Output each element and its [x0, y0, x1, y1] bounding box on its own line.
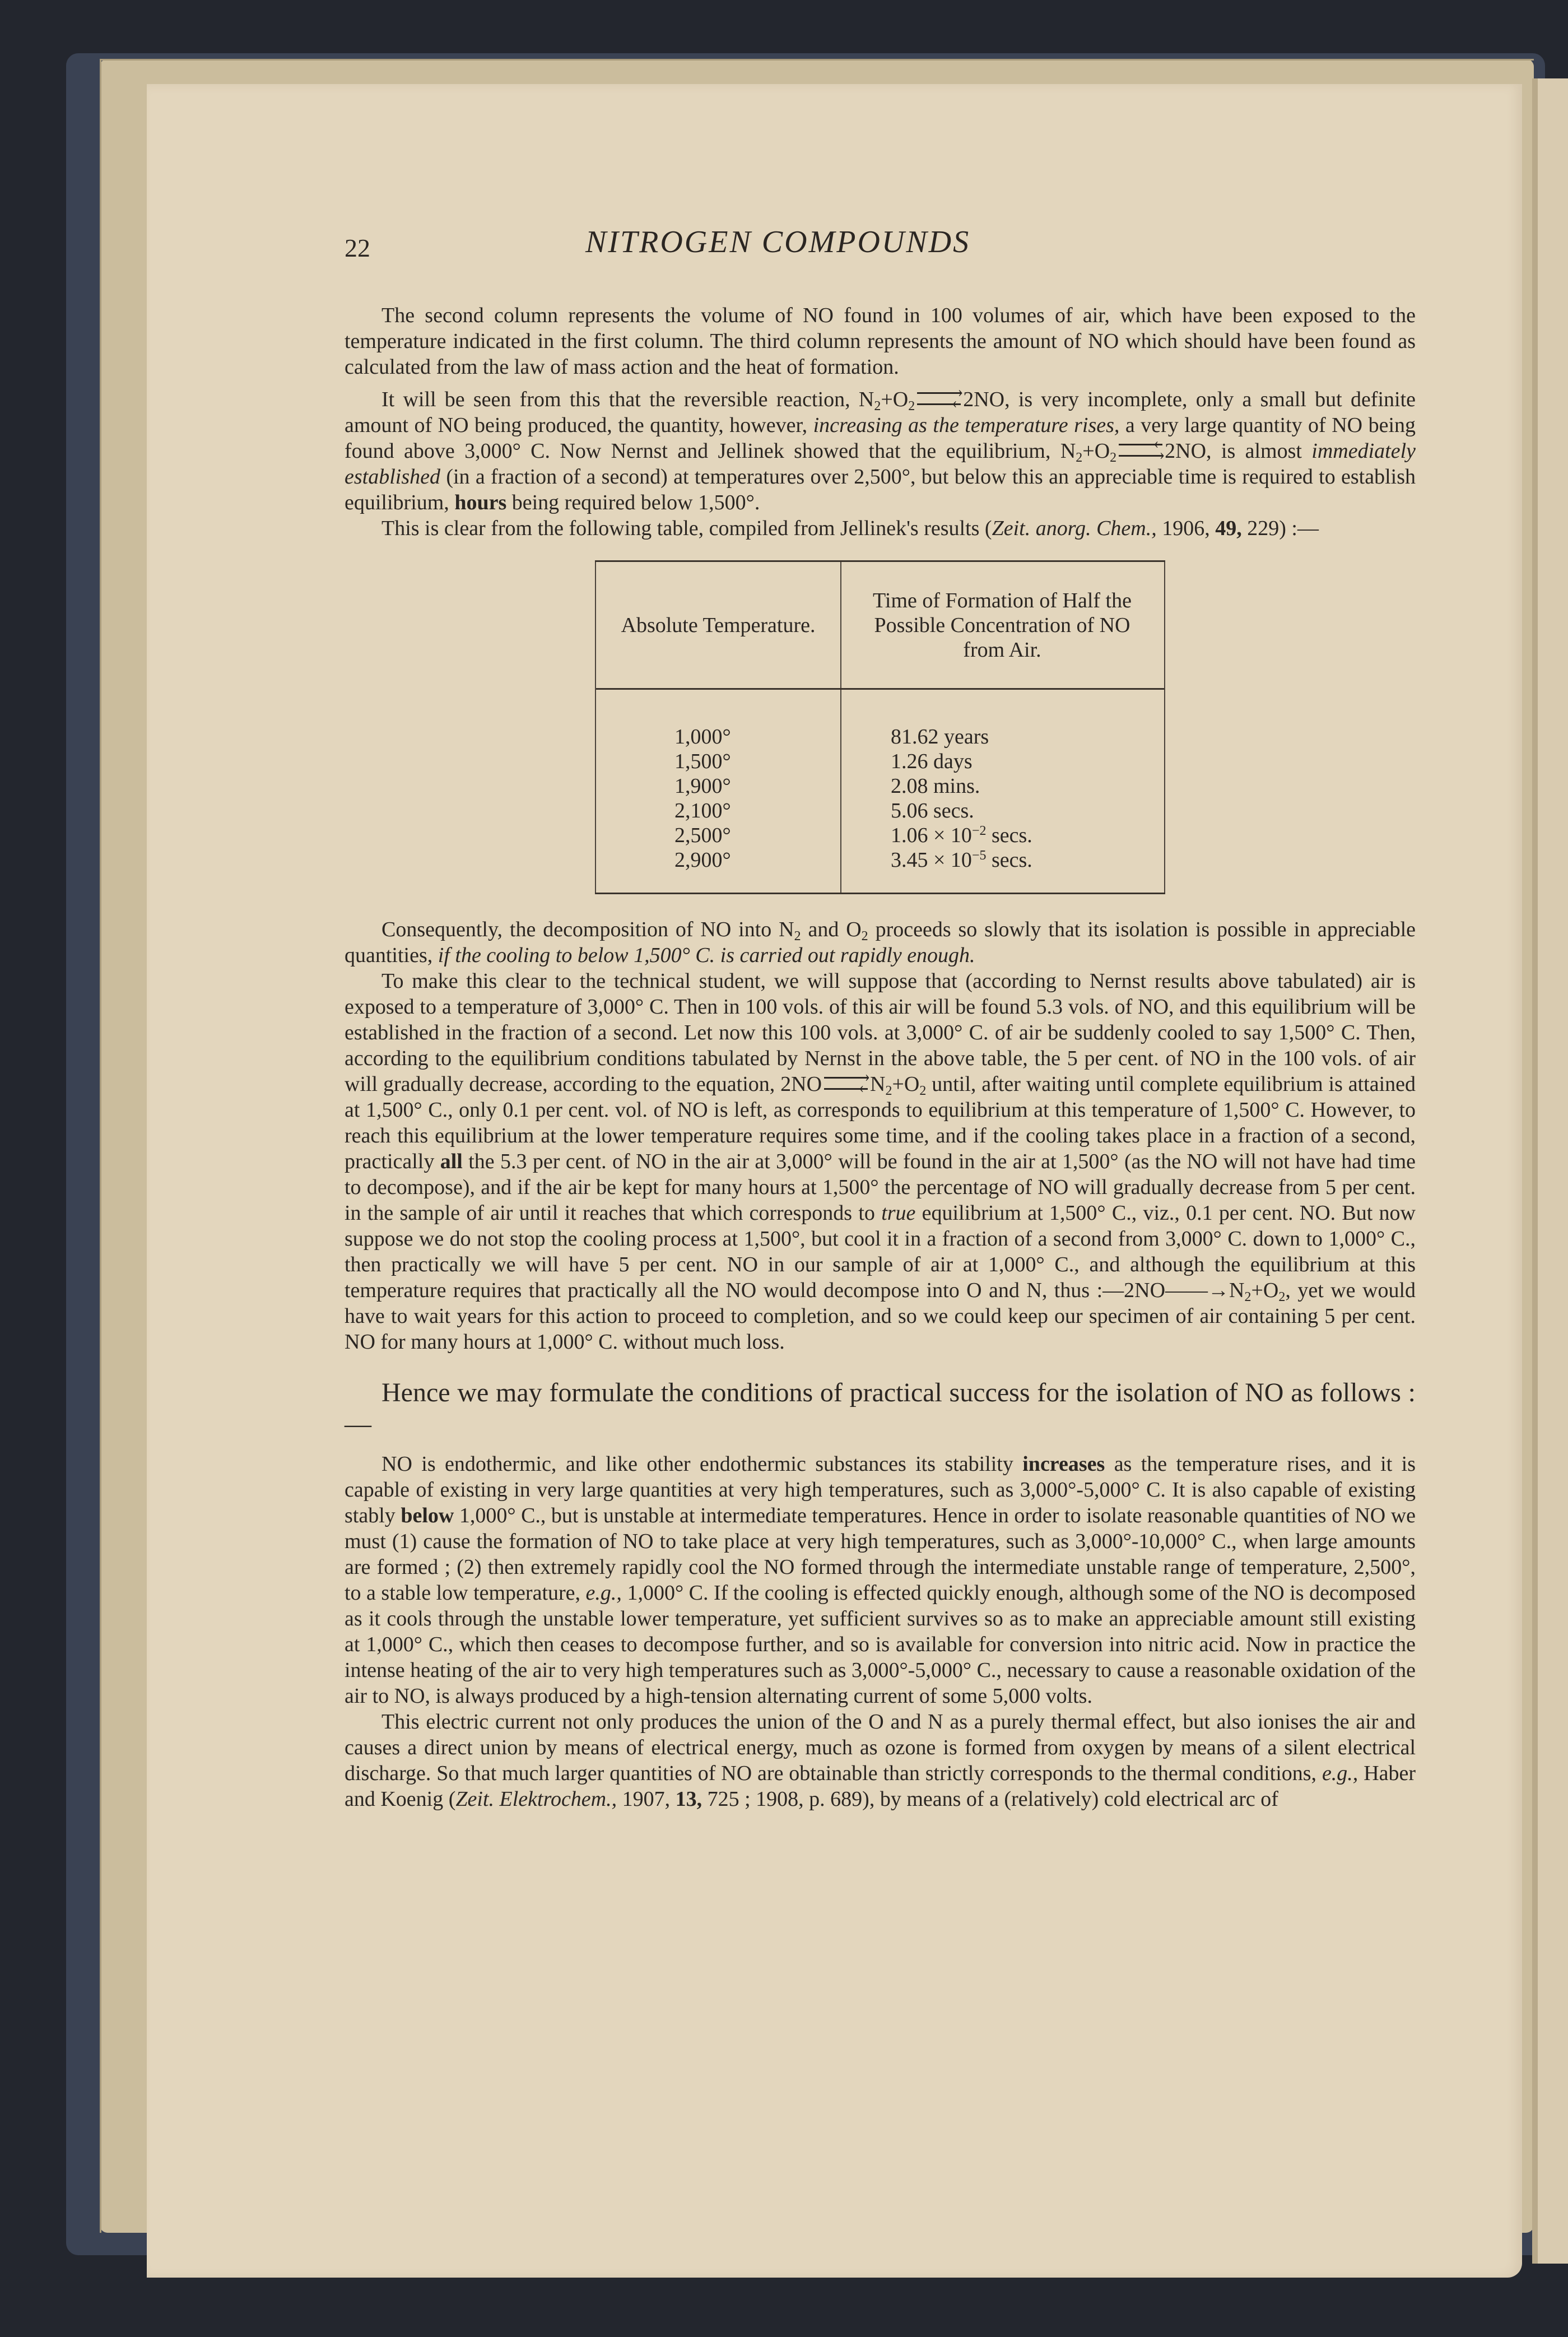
subscript: 2: [885, 1084, 892, 1098]
table-cell-temp: 2,900°: [674, 848, 731, 872]
page-number: 22: [345, 234, 370, 262]
book-page: [147, 84, 1522, 2278]
text-run: This is clear from the following table, compiled from Jellinek's results (: [381, 517, 992, 540]
header-text: Absolute Temperature.: [621, 613, 816, 637]
table-cell-temp: 1,900°: [674, 774, 731, 798]
table-cell-time: 2.08 mins.: [891, 774, 980, 798]
time-base: 3.45 × 10: [891, 848, 972, 872]
text-run: N: [870, 1072, 886, 1096]
text-run: as the temperature rises, and it is capable of existing in very large quantities at very high temperatures, such as 3,000°-5,000° C. It is also capable of existing stably: [345, 1452, 1416, 1527]
text-run: , yet we would have to wait years for this action to proceed to completion, and so we could keep our specimen of air containing 5 per cent. NO for many hours at 1,000° C. without much loss.: [345, 1279, 1416, 1354]
table-cell-temp: 2,500°: [674, 824, 731, 847]
paragraph-gap: [345, 380, 1416, 387]
paragraph-electric-current: [345, 1709, 1416, 1812]
subscript: 2: [1076, 450, 1083, 465]
italic-run: e.g.,: [585, 1581, 622, 1605]
subscript: 2: [1244, 1290, 1251, 1304]
table-header-temperature: [596, 562, 840, 690]
text-run: until, after waiting until complete equilibrium is attained at 1,500° C., only 0.1 per cent. vol. of NO is left, as corresponds to equilibrium at this temperature of 1,500° C. However, to reach this equilibrium at the lower temperature requires some time, and if the cooling takes place in a fraction of a second, practically: [345, 1072, 1416, 1173]
text-run: 1,000° C., but is unstable at intermediate temperatures. Hence in order to isolate reasonable quantities of NO we must (1) cause the formation of NO to take place at very high temperatures, such as 3,000°-10,000° C., when large amounts are formed ; (2) then extremely rapidly cool the NO formed through the intermediate unstable range of temperature, 2,500°, to a stable low temperature,: [345, 1504, 1416, 1605]
subscript: 2: [919, 1084, 927, 1098]
subscript: 2: [794, 929, 801, 944]
paragraph-endothermic: [345, 1451, 1416, 1709]
paragraph-2: [345, 383, 1416, 515]
table-column-time: [840, 562, 1165, 893]
text-run: proceeds so slowly that its isolation is possible in appreciable quantities,: [345, 918, 1416, 967]
time-exponent: −5: [971, 848, 987, 863]
italic-run: e.g.,: [1322, 1762, 1358, 1785]
text-run: Haber and Koenig (: [345, 1762, 1416, 1811]
text-run: 1907,: [622, 1787, 671, 1811]
subscript: 2: [1278, 1290, 1286, 1304]
text-run: a very large quantity of NO being found above 3,000° C. Now Nernst and Jellinek showed that the equilibrium, N: [345, 413, 1416, 463]
equilibrium-arrow-icon: ‹ ›: [1116, 440, 1165, 459]
citation-journal: Zeit. Elektrochem.,: [455, 1787, 617, 1811]
running-title: NITROGEN COMPOUNDS: [585, 225, 971, 259]
header-text: Time of Formation of Half the Possible Concentration of NO from Air.: [873, 588, 1132, 662]
text-run: the 5.3 per cent. of NO in the air at 3,000° will be found in the air at 1,500° (as the NO will not have had time to decompose), and if the air be kept for many hours at 1,500° the percentage of NO will gradually decrease from 5 per cent. in the sample of air until it reaches that which corresponds to: [345, 1150, 1416, 1225]
text-run: +O: [881, 388, 909, 411]
equilibrium-arrow-icon: › ‹: [822, 1074, 870, 1093]
text-run: To make this clear to the technical student, we will suppose that (according to Nernst results above tabulated) air is exposed to a temperature of 3,000° C. Then in 100 vols. of this air will be found 5.3 vols. of NO, and this equilibrium will be established in the fraction of a second. Let now this 100 vols. at 3,000° C. of air be suddenly cooled to say 1,500° C. Then, according to the equilibrium conditions tabulated by Nernst in the above table, the 5 per cent. of NO in the 100 vols. of air will gradually decrease, according to the equation, 2NO: [345, 969, 1416, 1096]
subscript: 2: [861, 929, 868, 944]
text-run: 2NO, is very incomplete, only a small but definite amount of NO being produced, the quantity, however,: [345, 388, 1416, 437]
text-run: 2NO, is almost: [1165, 439, 1302, 463]
text-run: equilibrium at 1,500° C., viz., 0.1 per cent. NO. But now suppose we do not stop the cooling process at 1,500°, but cool it in a fraction of a second from 3,000° C. down to 1,000° C., then practically we will have 5 per cent. NO in our sample of air at 1,000° C., and although the equilibrium at this temperature requires that practically all the NO would decompose into O and N, thus :—2NO——→N: [345, 1201, 1416, 1302]
italic-run: if the cooling to below 1,500° C. is carried out rapidly enough.: [438, 944, 975, 967]
time-unit: secs.: [991, 824, 1032, 847]
italic-run: increasing as the temperature rises,: [813, 413, 1120, 437]
equilibrium-arrow-icon: › ‹: [915, 389, 963, 408]
table-cell-time: 81.62 years: [891, 725, 989, 749]
text-run: 1906,: [1162, 517, 1210, 540]
time-cells: [891, 724, 1032, 872]
text-run: and O: [808, 918, 862, 941]
subscript: 2: [1110, 450, 1117, 465]
subscript: 2: [908, 399, 915, 413]
bold-run: all: [440, 1150, 463, 1173]
temperature-cells: [674, 724, 731, 872]
text-run: (in a fraction of a second) at temperatures over 2,500°, but below this an appreciable time is required to establish equilibrium,: [345, 465, 1416, 514]
text-run: being required below 1,500°.: [511, 491, 760, 514]
table-header-time: [840, 562, 1164, 690]
text-run: It will be seen from this that the reversible reaction, N: [381, 388, 874, 411]
text-run: +O: [892, 1072, 920, 1096]
text-run: 1,000° C. If the cooling is effected quickly enough, although some of the NO is decomposed as it cools through the unstable lower temperature, yet sufficient survives so as to make an appreciable amount still existing at 1,000° C., which then ceases to decompose further, and so is available for conversion into nitric acid. Now in practice the intense heating of the air to very high temperatures such as 3,000°-5,000° C., necessary to cause a reasonable oxidation of the air to NO, is always produced by a high-tension alternating current of some 5,000 volts.: [345, 1581, 1416, 1708]
formation-time-table: [595, 560, 1165, 894]
text-run: This electric current not only produces the union of the O and N as a purely thermal effect, but also ionises the air and causes a direct union by means of electrical energy, much as ozone is formed from oxygen by means of a silent electrical discharge. So that much larger quantities of NO are obtainable than strictly corresponds to the thermal conditions,: [345, 1710, 1416, 1785]
italic-run: true: [881, 1201, 916, 1225]
facing-page-edge: [1532, 78, 1568, 2264]
paragraph-1: The second column represents the volume of NO found in 100 volumes of air, which have been exposed to the temperature indicated in the first column. The third column represents the amount of NO which should have been found as calculated from the law of mass action and the heat of formation.: [345, 304, 1416, 379]
italic-run: immediately established: [345, 439, 1416, 489]
time-exponent: −2: [971, 824, 987, 838]
bold-run: below: [401, 1504, 454, 1527]
running-head: [345, 224, 1416, 269]
table-cell-time: 1.26 days: [891, 750, 973, 773]
citation-journal: Zeit. anorg. Chem.,: [992, 517, 1157, 540]
bold-run: hours: [454, 491, 507, 514]
text-run: 229) :—: [1247, 517, 1319, 540]
text-run: +O: [1082, 439, 1110, 463]
section-heading: Hence we may formulate the conditions of practical success for the isolation of NO as follows :—: [345, 1378, 1416, 1439]
table-cell-temp: 2,100°: [674, 799, 731, 823]
paragraph-technical-student: [345, 968, 1416, 1355]
table-cell-time: [891, 823, 1032, 848]
text-run: Consequently, the decomposition of NO into N: [381, 918, 794, 941]
citation-volume: 13,: [675, 1787, 702, 1811]
paragraph-3: [345, 515, 1416, 541]
table-cell-temp: 1,000°: [674, 725, 731, 749]
text-run: NO is endothermic, and like other endothermic substances its stability: [381, 1452, 1013, 1476]
text-column: [345, 224, 1416, 1812]
table-cell-time: 5.06 secs.: [891, 799, 974, 823]
subscript: 2: [874, 399, 881, 413]
time-unit: secs.: [991, 848, 1032, 872]
bold-run: increases: [1022, 1452, 1105, 1476]
table-column-temperature: [595, 562, 841, 893]
text-run: 725 ; 1908, p. 689), by means of a (relatively) cold electrical arc of: [707, 1787, 1278, 1811]
time-base: 1.06 × 10: [891, 824, 972, 847]
paragraph-consequently: [345, 917, 1416, 968]
citation-volume: 49,: [1215, 517, 1242, 540]
table-cell-temp: 1,500°: [674, 750, 731, 773]
text-run: +O: [1251, 1279, 1279, 1302]
table-cell-time: [891, 848, 1032, 872]
